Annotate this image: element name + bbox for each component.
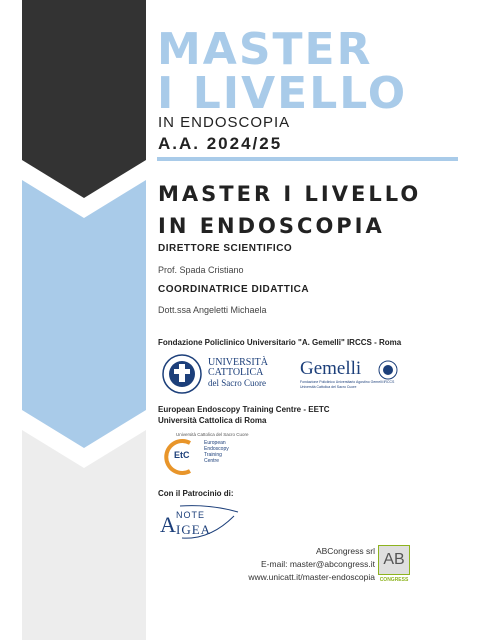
ucsc-logo-line3: del Sacro Cuore <box>208 378 266 388</box>
eetc-logo-mark: EtC <box>174 450 190 460</box>
main-title <box>158 178 421 242</box>
aigea-logo-a: A <box>160 512 176 537</box>
patrocinio-label: Con il Patrocinio di: <box>158 489 234 498</box>
eetc-heading-1: European Endoscopy Training Centre - EETC <box>158 405 330 414</box>
aigea-logo-igea: IGEA <box>176 522 212 537</box>
contact-email[interactable]: E-mail: master@abcongress.it <box>261 559 375 569</box>
eetc-logo-top: Università Cattolica del Sacro Cuore <box>176 432 249 437</box>
direttore-label: DIRETTORE SCIENTIFICO <box>158 243 293 254</box>
ucsc-logo-line1: UNIVERSITÀ <box>208 357 268 368</box>
ucsc-logo <box>160 352 270 396</box>
ucsc-logo-line2: CATTOLICA <box>208 367 264 378</box>
direttore-name: Prof. Spada Cristiano <box>158 265 244 275</box>
divider-rule <box>157 157 458 161</box>
gemelli-logo-line1: Fondazione Policlinico Universitario Agostino Gemelli IRCCS <box>300 380 395 384</box>
aigea-logo <box>160 502 240 542</box>
dark-chevron <box>22 0 146 198</box>
eetc-logo-line4: Centre <box>204 458 220 464</box>
hero-subtitle: IN ENDOSCOPIA <box>158 114 291 131</box>
gemelli-logo <box>300 358 410 398</box>
blue-chevron <box>22 180 146 448</box>
hero-title-line2: I LIVELLO <box>157 68 408 119</box>
fondazione-heading: Fondazione Policlinico Universitario "A. Gemelli" IRCCS - Roma <box>158 338 402 347</box>
eetc-logo-line3: Training <box>204 452 222 458</box>
company-name: ABCongress srl <box>315 546 375 556</box>
abcongress-logo-congress: CONGRESS <box>379 577 409 583</box>
abcongress-logo <box>378 545 410 585</box>
eetc-logo <box>160 432 270 476</box>
hero-title <box>157 24 408 119</box>
gemelli-emblem-icon <box>378 360 398 380</box>
coordinatrice-name: Dott.ssa Angeletti Michaela <box>158 305 267 315</box>
contact-website[interactable]: www.unicatt.it/master-endoscopia <box>248 572 375 582</box>
gemelli-logo-line2: Università Cattolica del Sacro Cuore <box>300 385 357 389</box>
eetc-heading-2: Università Cattolica di Roma <box>158 416 267 425</box>
gemelli-logo-name: Gemelli <box>300 358 362 379</box>
abcongress-logo-ab: AB <box>378 545 410 575</box>
main-title-line1: MASTER I LIVELLO <box>158 182 422 206</box>
aigea-logo-note: NOTE <box>176 510 206 520</box>
academic-year: A.A. 2024/25 <box>158 134 283 153</box>
contact-block <box>248 545 375 584</box>
hero-title-line1: MASTER <box>157 24 373 75</box>
main-title-line2: IN ENDOSCOPIA <box>158 214 385 238</box>
grey-chevron <box>22 430 146 640</box>
eetc-logo-line1: European <box>204 440 226 446</box>
side-decoration-band <box>22 0 146 640</box>
coordinatrice-label: COORDINATRICE DIDATTICA <box>158 284 310 295</box>
eetc-logo-line2: Endoscopy <box>204 446 229 452</box>
ucsc-seal-icon <box>162 354 202 394</box>
